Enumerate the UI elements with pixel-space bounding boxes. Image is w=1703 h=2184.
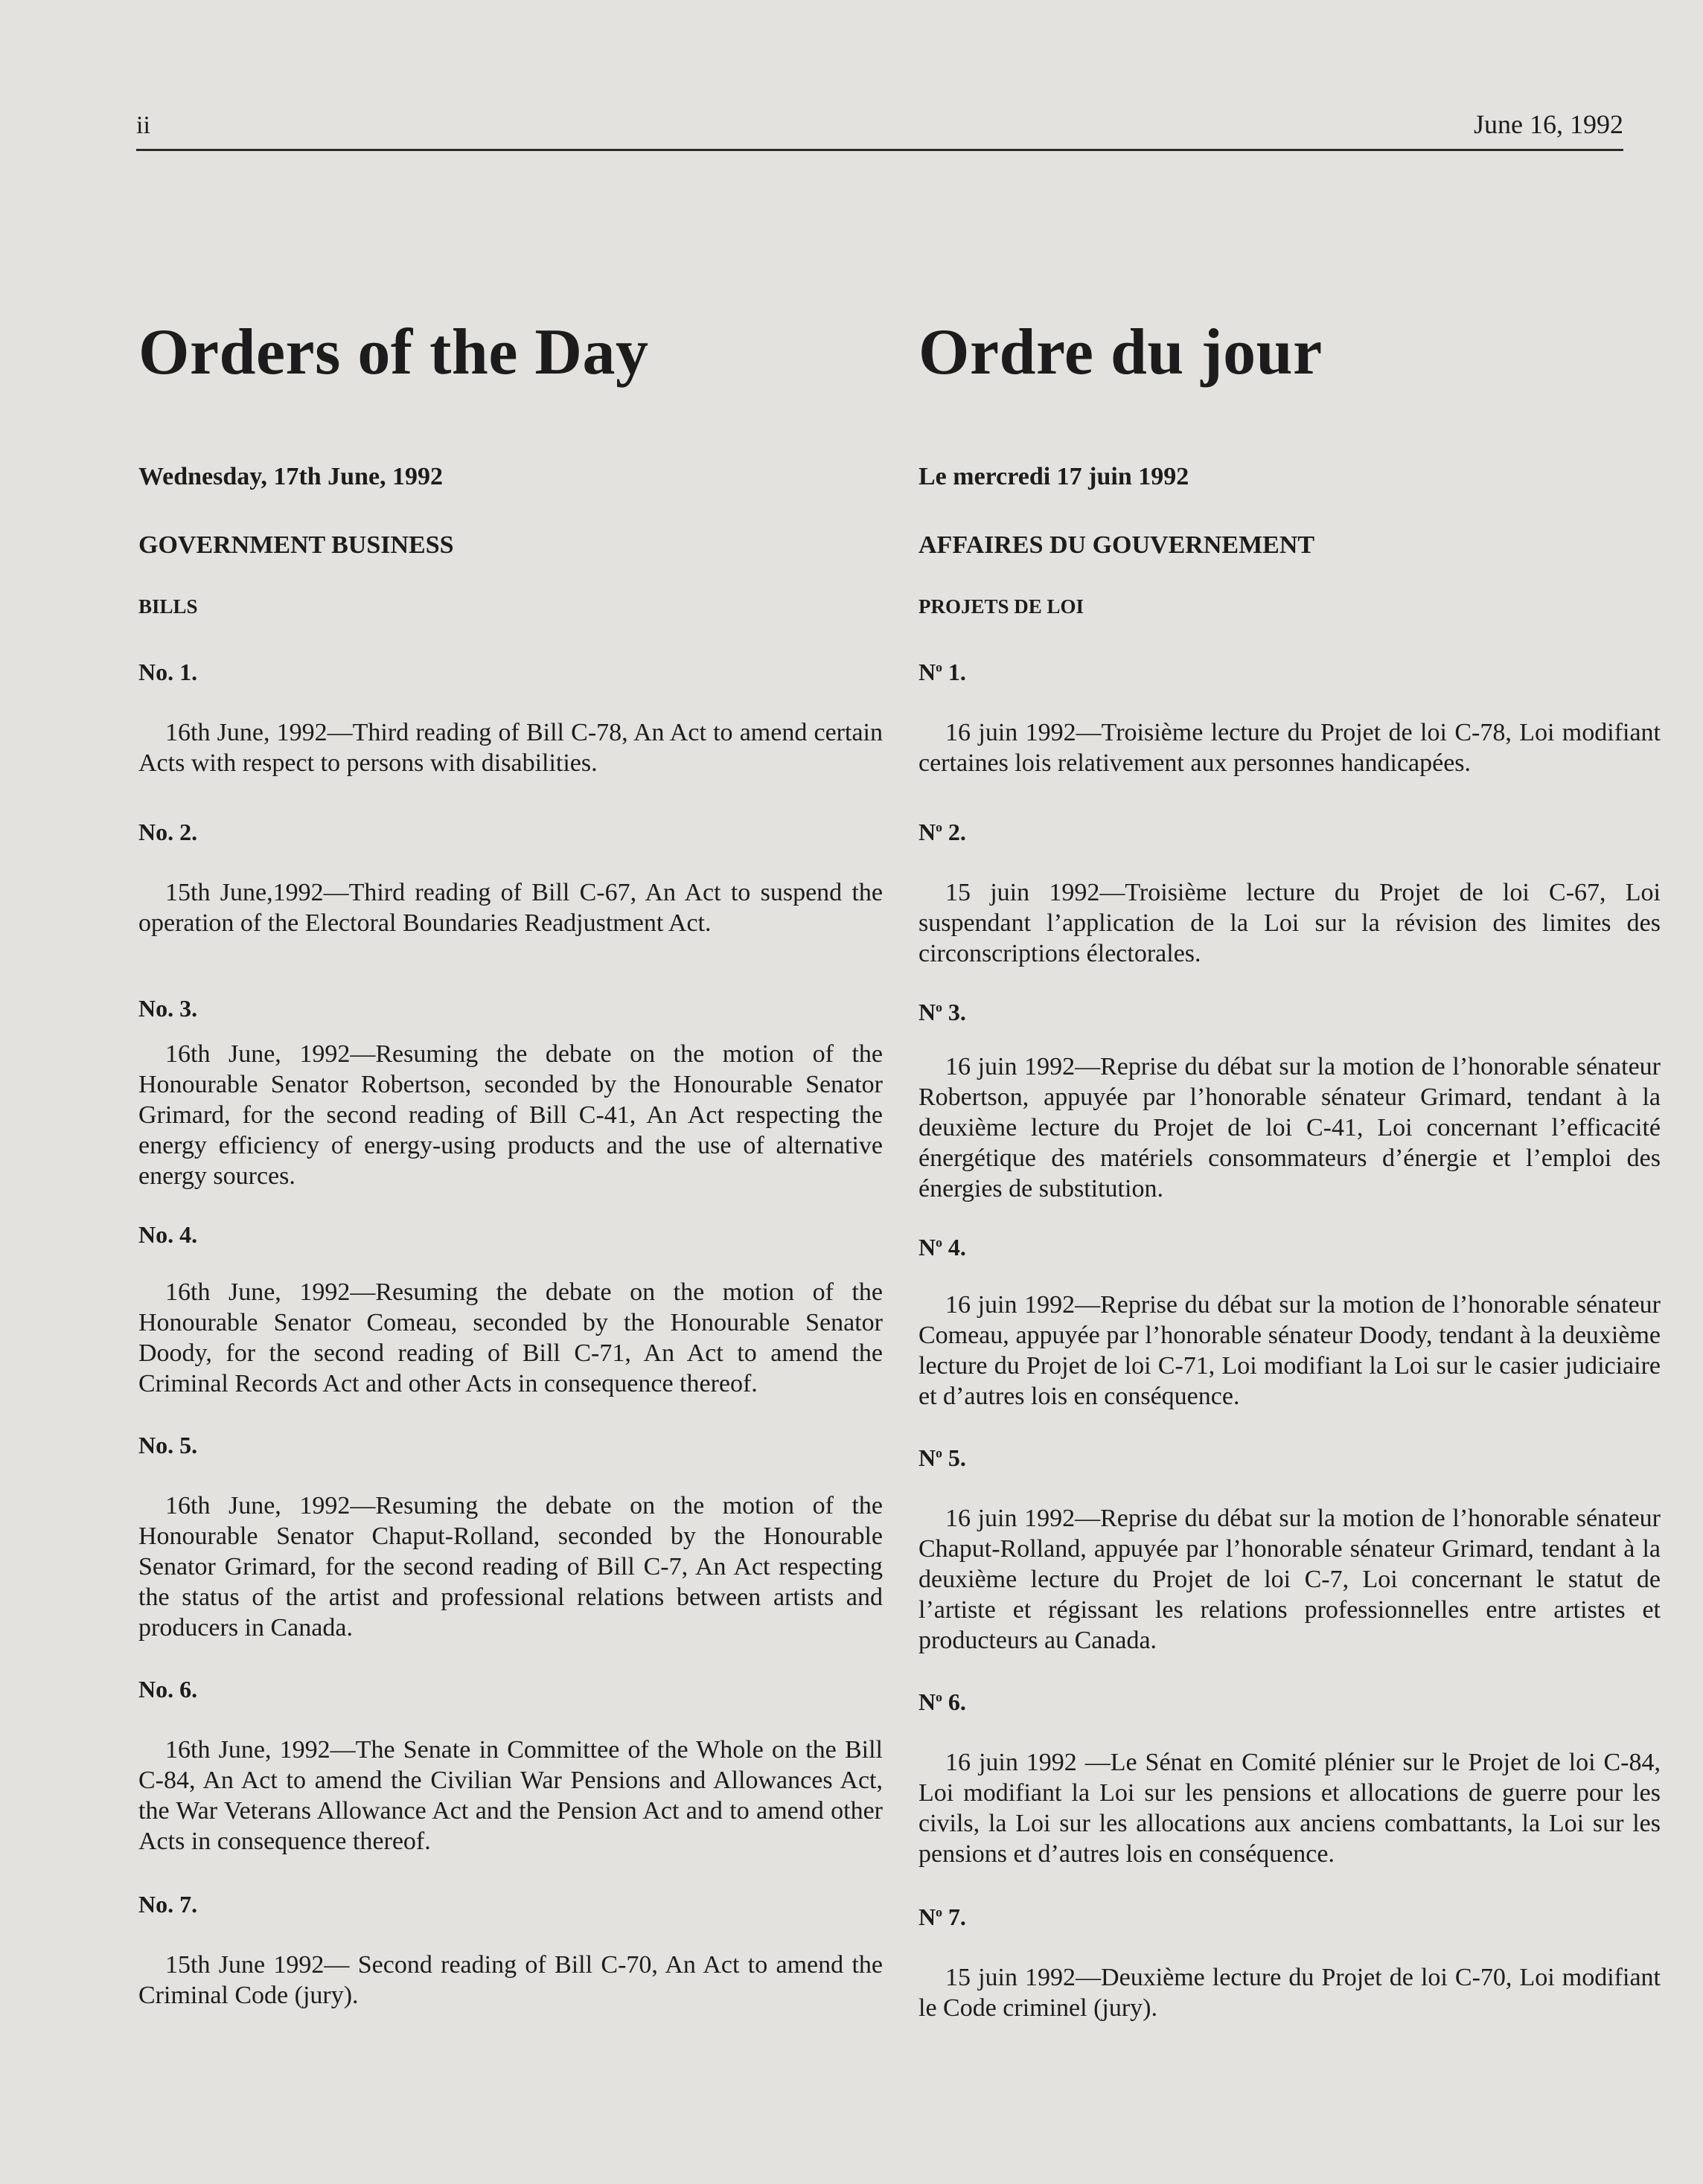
english-item-text: 15th June,1992—Third reading of Bill C-67, An Act to suspend the operation of the Electoral Boundaries Readjustment Act. [138, 879, 883, 937]
english-item-number: No. 5. [138, 1432, 198, 1458]
french-item [918, 1903, 1661, 2023]
english-item [138, 659, 883, 778]
english-item-number: No. 6. [138, 1676, 198, 1703]
french-item-text: 16 juin 1992 —Le Sénat en Comité plénier sur le Projet de loi C-84, Loi modifiant la Loi sur les pensions et allocations de guerre pour les civils, la Loi sur les allocations aux anciens combattants, la Loi sur les pensions et d’autres lois en conséquence. [918, 1749, 1661, 1868]
french-item-text: 16 juin 1992—Reprise du débat sur la motion de l’honorable sénateur Chaput-Rolland, appuyée par l’honorable sénateur Grimard, tendant à la deuxième lecture du Projet de loi C-7, Loi concernant le statut de l’artiste et régissant les relations professionnelles entre artistes et producteurs au Canada. [918, 1505, 1661, 1654]
french-column [918, 316, 1661, 2023]
english-date: Wednesday, 17th June, 1992 [138, 463, 444, 490]
french-item-number: $N^o$ 7. [918, 1903, 966, 1930]
french-item-number: $N^o$ 1. [918, 659, 966, 685]
french-item [918, 999, 1661, 1204]
english-section-heading: GOVERNMENT BUSINESS [138, 531, 454, 559]
french-item [918, 819, 1661, 969]
english-item-number: No. 4. [138, 1221, 198, 1248]
french-section-heading: AFFAIRES DU GOUVERNEMENT [918, 531, 1315, 559]
french-item-number: $N^o$ 4. [918, 1234, 966, 1261]
english-item [138, 1432, 883, 1643]
english-item [138, 1676, 883, 1857]
french-item [918, 1688, 1661, 1869]
french-item-text: 16 juin 1992—Reprise du débat sur la motion de l’honorable sénateur Comeau, appuyée par l’honorable sénateur Doody, tendant à la deuxième lecture du Projet de loi C-71, Loi modifiant la Loi sur le casier judiciaire et d’autres lois en conséquence. [918, 1291, 1661, 1410]
english-item-text: 16th June, 1992—The Senate in Committee of the Whole on the Bill C-84, An Act to amend the Civilian War Pensions and Allowances Act, the War Veterans Allowance Act and the Pension Act and to amend other Acts in consequence thereof. [138, 1736, 883, 1855]
french-item [918, 1234, 1661, 1412]
french-item-text: 16 juin 1992—Reprise du débat sur la motion de l’honorable sénateur Robertson, appuyée par l’honorable sénateur Grimard, tendant à la deuxième lecture du Projet de loi C-41, Loi concernant l’efficacité énergétique des matériels consommateurs d’énergie et l’emploi des énergies de substitution. [918, 1053, 1661, 1203]
french-subsection-heading: PROJETS DE LOI [918, 595, 1084, 618]
page-date: June 16, 1992 [1474, 109, 1623, 139]
english-title: Orders of the Day [138, 316, 649, 388]
french-item-number: $N^o$ 2. [918, 819, 966, 845]
english-item-text: 16th June, 1992—Third reading of Bill C-78, An Act to amend certain Acts with respect to persons with disabilities. [138, 719, 883, 777]
french-item-text: 16 juin 1992—Troisième lecture du Projet de loi C-78, Loi modifiant certaines lois relativement aux personnes handicapées. [918, 719, 1661, 777]
english-item [138, 1891, 883, 2011]
english-column [138, 316, 883, 2011]
english-item-text: 16th June, 1992—Resuming the debate on the motion of the Honourable Senator Robertson, seconded by the Honourable Senator Grimard, for the second reading of Bill C-41, An Act respecting the energy efficiency of energy-using products and the use of alternative energy sources. [138, 1040, 883, 1190]
english-item [138, 1221, 883, 1399]
french-item-number: $N^o$ 3. [918, 999, 966, 1025]
english-item-number: No. 1. [138, 659, 198, 685]
english-item-text: 15th June 1992— Second reading of Bill C-70, An Act to amend the Criminal Code (jury). [138, 1951, 883, 2009]
english-item-text: 16th June, 1992—Resuming the debate on the motion of the Honourable Senator Comeau, seconded by the Honourable Senator Doody, for the second reading of Bill C-71, An Act to amend the Criminal Records Act and other Acts in consequence thereof. [138, 1278, 883, 1397]
french-item-text: 15 juin 1992—Deuxième lecture du Projet de loi C-70, Loi modifiant le Code criminel (jury). [918, 1964, 1661, 2022]
french-date: Le mercredi 17 juin 1992 [918, 463, 1189, 490]
english-item [138, 995, 883, 1191]
english-item-number: No. 3. [138, 995, 198, 1022]
page-number: ii [136, 112, 150, 139]
french-item [918, 1444, 1661, 1656]
french-item-text: 15 juin 1992—Troisième lecture du Projet de loi C-67, Loi suspendant l’application de la Loi sur la révision des limites des circonscriptions électorales. [918, 879, 1661, 967]
french-item-number: $N^o$ 6. [918, 1688, 966, 1715]
french-title: Ordre du jour [918, 316, 1323, 388]
english-item-number: No. 7. [138, 1891, 198, 1918]
french-item [918, 659, 1661, 778]
french-item-number: $N^o$ 5. [918, 1444, 966, 1471]
english-item-text: 16th June, 1992—Resuming the debate on the motion of the Honourable Senator Chaput-Rolland, seconded by the Honourable Senator Grimard, for the second reading of Bill C-7, An Act respecting the status of the artist and professional relations between artists and producers in Canada. [138, 1492, 883, 1642]
page-header [136, 104, 1623, 151]
english-item [138, 819, 883, 938]
english-item-number: No. 2. [138, 819, 198, 845]
english-subsection-heading: BILLS [138, 595, 198, 618]
